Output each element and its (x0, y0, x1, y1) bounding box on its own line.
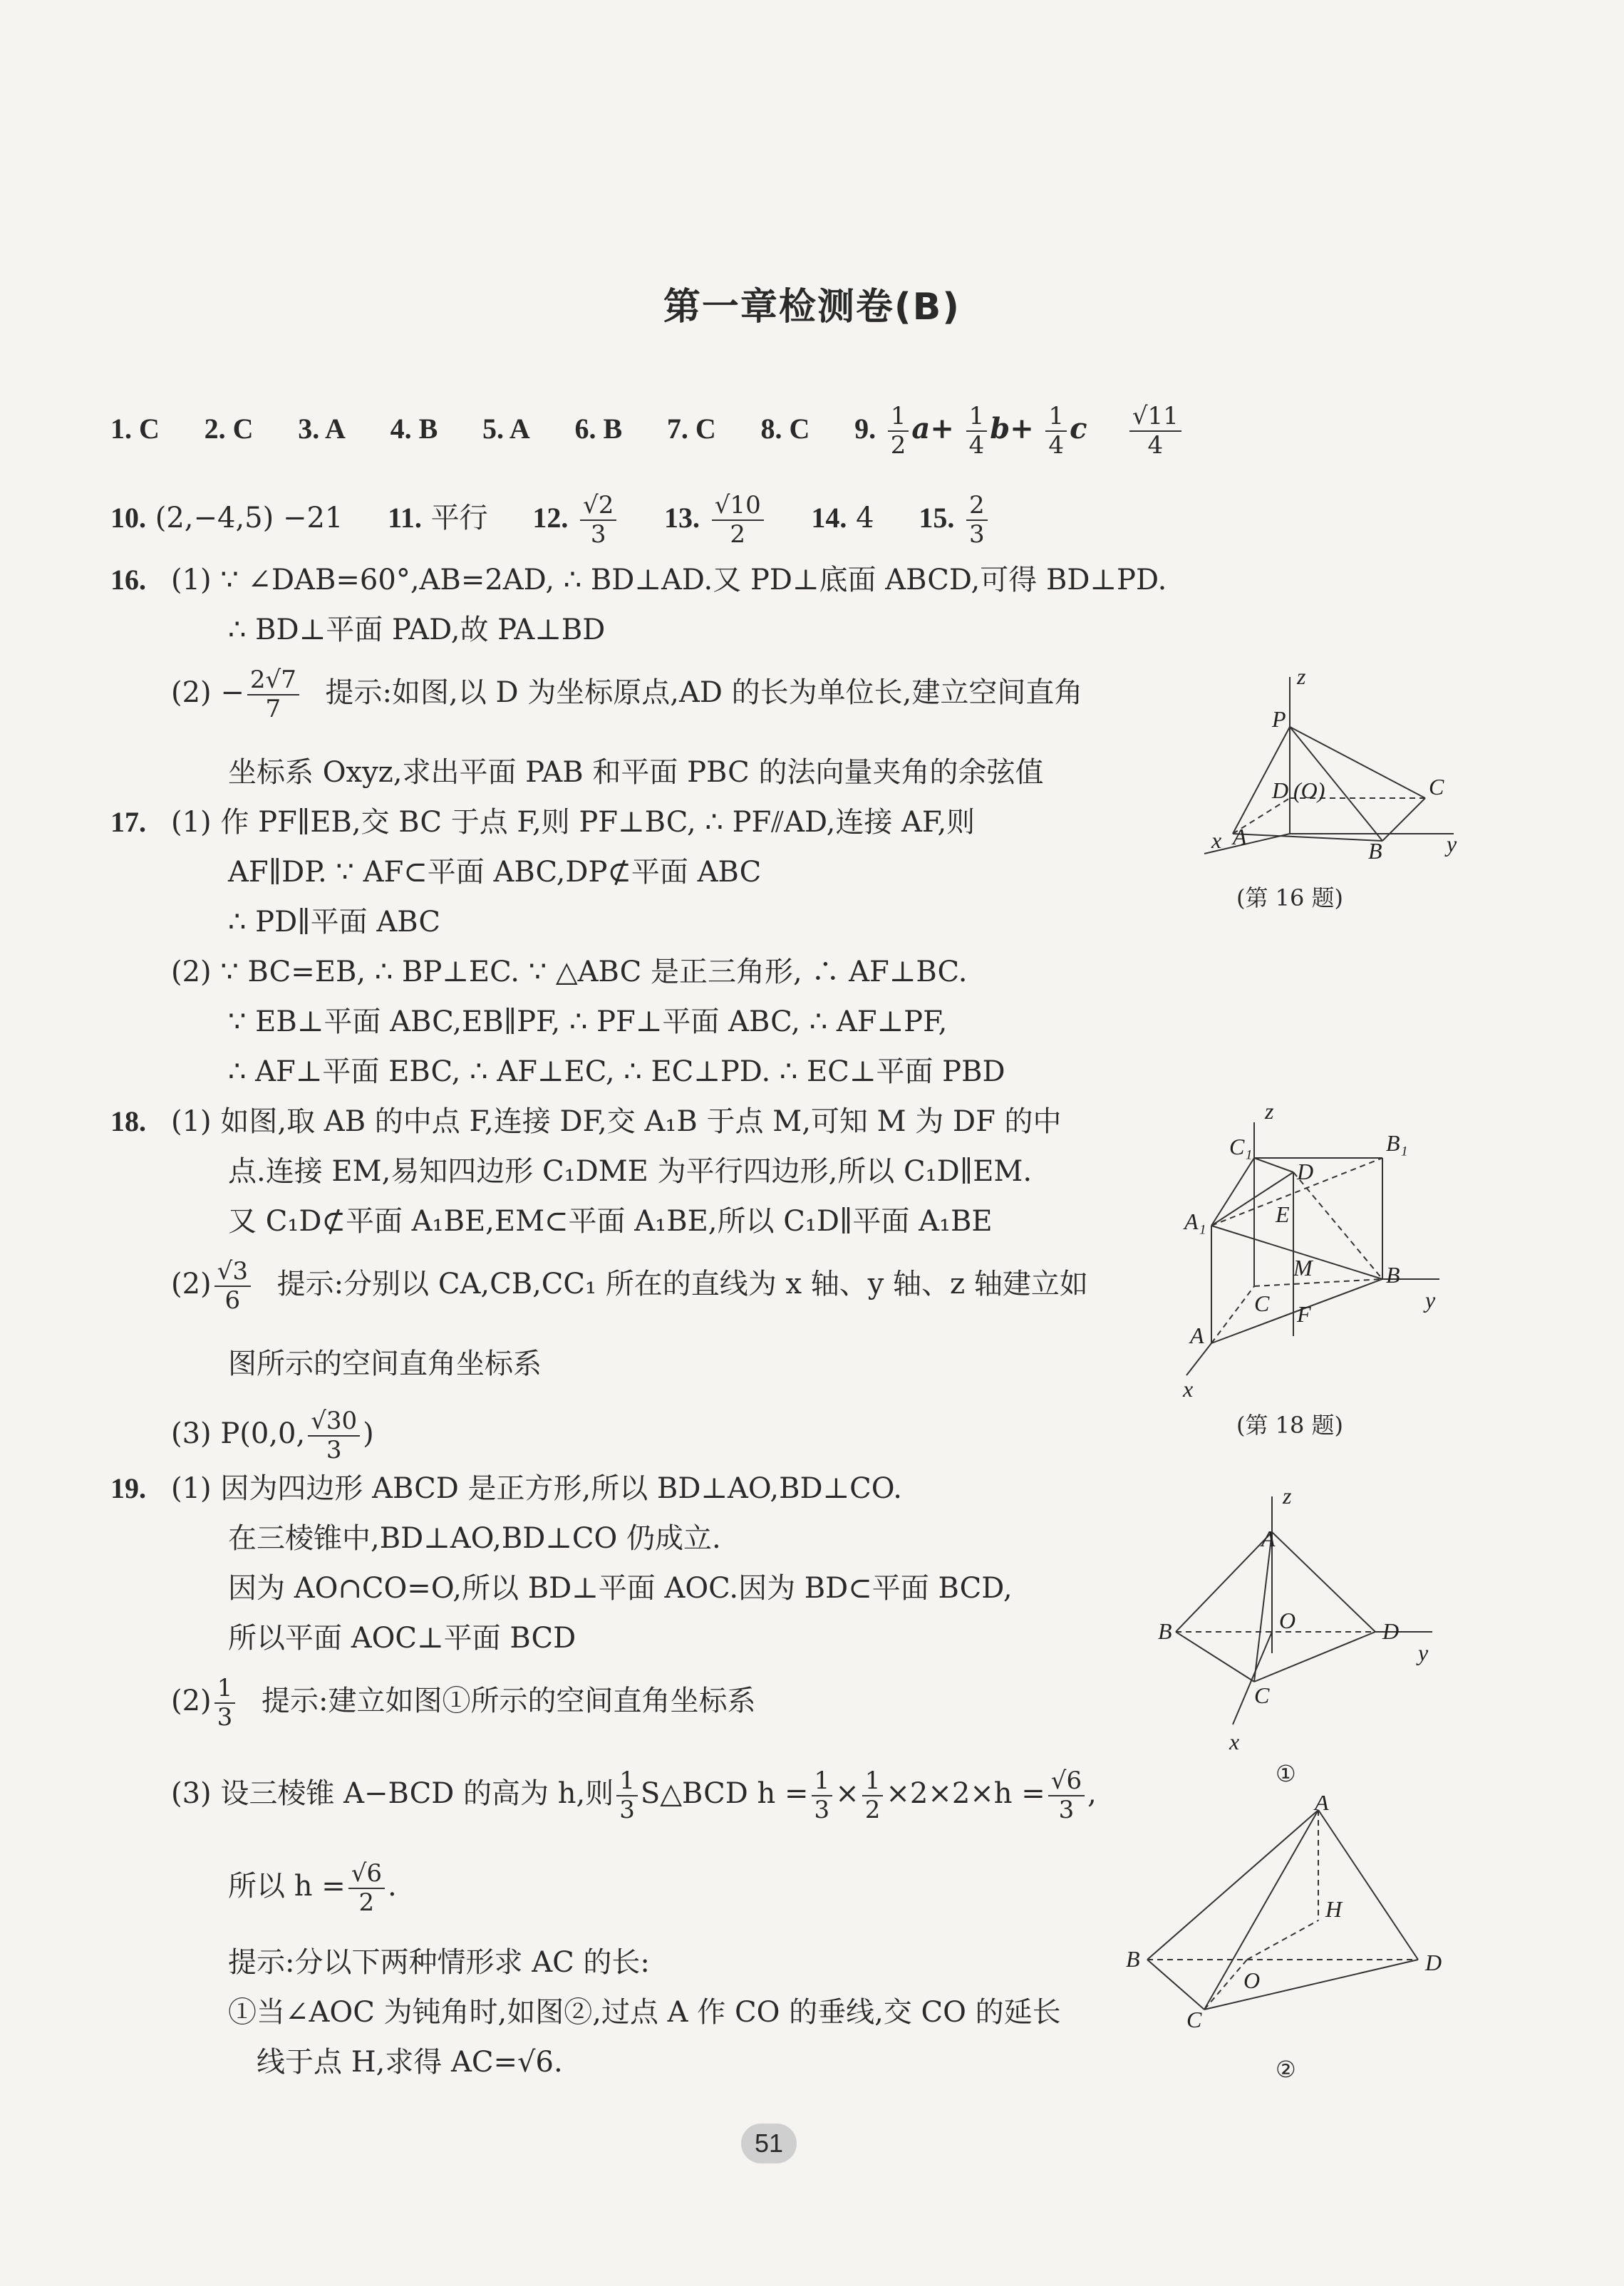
svg-text:H: H (1325, 1896, 1343, 1922)
q17-line-4: (2) ∵ BC=EB, ∴ BP⊥EC. ∵ △ABC 是正三角形, ∴ AF⊥BC. (171, 956, 968, 988)
svg-text:C₁: C₁ (1229, 1134, 1253, 1159)
svg-text:D: D (1272, 777, 1289, 803)
svg-text:C: C (1254, 1291, 1270, 1316)
answer-9-label: 9. (854, 413, 876, 445)
figure-18-caption: (第 18 题) (1236, 1412, 1344, 1439)
svg-text:B: B (1386, 1262, 1400, 1288)
svg-text:z: z (1265, 1101, 1274, 1124)
svg-text:A: A (1315, 1796, 1329, 1815)
q17-line-6: ∴ AF⊥平面 EBC, ∴ AF⊥EC, ∴ EC⊥PD. ∴ EC⊥平面 PBD (228, 1055, 1005, 1088)
answers-row-2 (110, 492, 991, 549)
figure-16-caption: (第 16 题) (1236, 884, 1344, 911)
svg-text:D: D (1297, 1159, 1314, 1184)
q19-line-3: 因为 AO∩CO=O,所以 BD⊥平面 AOC.因为 BD⊂平面 BCD, (228, 1572, 1013, 1605)
page-title: 第一章检测卷(B) (663, 286, 961, 329)
svg-text:y: y (1447, 831, 1457, 857)
answer-10-label: 10. (110, 502, 146, 534)
svg-text:M: M (1293, 1255, 1313, 1281)
svg-text:D: D (1425, 1950, 1442, 1975)
q17-line-3: ∴ PD∥平面 ABC (228, 906, 440, 938)
svg-text:A₁: A₁ (1184, 1209, 1206, 1234)
answer-15-label: 15. (919, 502, 955, 534)
svg-text:B: B (1158, 1618, 1172, 1644)
q9-answer: $\frac{√11}{4}$ (1129, 403, 1181, 460)
q19-number: 19. (110, 1472, 146, 1504)
figure-16 (1183, 670, 1468, 862)
q18-line-3: 又 C₁D⊄平面 A₁BE,EM⊂平面 A₁BE,所以 C₁D∥平面 A₁BE (228, 1205, 993, 1238)
page-number: 51 (741, 2124, 797, 2163)
answer-10: (2,−4,5) −21 (155, 502, 343, 535)
svg-text:O: O (1279, 1608, 1296, 1633)
answer-12: $\frac{√2}{3}$ (580, 492, 616, 549)
answer-1: 1. C (110, 413, 160, 445)
figure-19-2-label: ② (1276, 2056, 1296, 2083)
q17-line-2: AF∥DP. ∵ AF⊂平面 ABC,DP⊄平面 ABC (228, 856, 762, 889)
answer-13-label: 13. (664, 502, 700, 534)
q18-part-2: (2) $\frac{√3}{6}$ 提示:分别以 CA,CB,CC₁ 所在的直线为 x 轴、y 轴、z 轴建立如 (171, 1257, 1088, 1315)
svg-text:D: D (1382, 1618, 1400, 1644)
q9-frac-c: $\frac{1}{4}$ (1045, 403, 1067, 460)
figure-18 (1169, 1101, 1454, 1400)
answer-14-label: 14. (811, 502, 847, 534)
svg-text:C: C (1186, 2007, 1202, 2031)
q19-line-7: 所以 h = $\frac{√6}{2}$ . (228, 1859, 397, 1918)
answer-15: $\frac{2}{3}$ (966, 492, 988, 549)
q17-line-5: ∵ EB⊥平面 ABC,EB∥PF, ∴ PF⊥平面 ABC, ∴ AF⊥PF, (228, 1005, 948, 1038)
figure-19-1-label: ① (1276, 1760, 1296, 1787)
q16-number: 16. (110, 564, 146, 596)
svg-text:A: A (1190, 1323, 1204, 1348)
q18-line-5: 图所示的空间直角坐标系 (228, 1348, 542, 1380)
answer-8: 8. C (760, 413, 810, 445)
svg-text:C: C (1254, 1682, 1270, 1708)
svg-text:B₁: B₁ (1386, 1130, 1408, 1156)
svg-text:z: z (1297, 670, 1306, 689)
q19-line-2: 在三棱锥中,BD⊥AO,BD⊥CO 仍成立. (228, 1522, 721, 1555)
q19-line-1: (1) 因为四边形 ABCD 是正方形,所以 BD⊥AO,BD⊥CO. (171, 1472, 902, 1505)
answers-row-1: 1. C 2. C 3. A 4. B 5. A 6. B 7. C 8. C 9. $\frac{1}{2}$ a+ $\frac{1}{4}$ b+ $\frac{1}{4}$ c $\frac{√11}{4}$ (110, 403, 1184, 460)
svg-text:O: O (1243, 1967, 1261, 1993)
svg-text:x: x (1183, 1376, 1194, 1400)
svg-text:A: A (1261, 1526, 1276, 1551)
q19-part-3: (3) 设三棱锥 A−BCD 的高为 h,则 $\frac{1}{3}$ S△BCD h = $\frac{1}{3}$ × $\frac{1}{2}$ ×2×2×h = $\frac{√6}{3}$ , (171, 1767, 1097, 1825)
q19-part-2: (2) $\frac{1}{3}$ 提示:建立如图①所示的空间直角坐标系 (171, 1674, 756, 1732)
q19-line-10: 线于点 H,求得 AC=√6. (257, 2046, 563, 2079)
answer-4: 4. B (390, 413, 438, 445)
q17-number: 17. (110, 806, 146, 838)
q9-frac-b: $\frac{1}{4}$ (966, 403, 988, 460)
q16-line-2: ∴ BD⊥平面 PAD,故 PA⊥BD (228, 614, 606, 646)
q18-number: 18. (110, 1105, 146, 1137)
svg-text:y: y (1425, 1287, 1436, 1313)
svg-text:(O): (O) (1293, 777, 1325, 803)
answer-3: 3. A (298, 413, 346, 445)
answer-11: 平行 (430, 502, 488, 535)
q19-line-8: 提示:分以下两种情形求 AC 的长: (228, 1946, 650, 1979)
svg-text:B: B (1126, 1946, 1140, 1972)
svg-text:C: C (1429, 774, 1444, 800)
figure-19-1 (1147, 1489, 1447, 1760)
answer-2: 2. C (204, 413, 254, 445)
answer-7: 7. C (666, 413, 716, 445)
answer-6: 6. B (574, 413, 623, 445)
q17-line-1: (1) 作 PF∥EB,交 BC 于点 F,则 PF⊥BC, ∴ PF⫽AD,连接 AF,则 (171, 806, 976, 839)
svg-text:P: P (1272, 706, 1286, 732)
svg-text:x: x (1211, 827, 1222, 853)
q16-part-2: (2) − $\frac{2√7}{7}$ 提示:如图,以 D 为坐标原点,AD 的长为单位长,建立空间直角 (171, 666, 1083, 724)
answer-13: $\frac{√10}{2}$ (712, 492, 764, 549)
q18-line-1: (1) 如图,取 AB 的中点 F,连接 DF,交 A₁B 于点 M,可知 M 为 DF 的中 (171, 1105, 1062, 1138)
svg-text:A: A (1233, 824, 1247, 849)
svg-text:E: E (1276, 1201, 1290, 1227)
q9-frac-a: $\frac{1}{2}$ (888, 403, 909, 460)
q16-line-1: (1) ∵ ∠DAB=60°,AB=2AD, ∴ BD⊥AD.又 PD⊥底面 ABCD,可得 BD⊥PD. (171, 564, 1167, 596)
svg-text:y: y (1418, 1640, 1429, 1665)
svg-text:z: z (1283, 1489, 1292, 1509)
figure-19-2 (1119, 1796, 1454, 2031)
svg-text:B: B (1368, 838, 1382, 862)
q18-line-2: 点.连接 EM,易知四边形 C₁DME 为平行四边形,所以 C₁D∥EM. (228, 1155, 1033, 1188)
q18-part-3: (3) P(0,0, $\frac{√30}{3}$ ) (171, 1407, 374, 1465)
answer-11-label: 11. (388, 502, 422, 534)
svg-text:x: x (1229, 1729, 1240, 1754)
svg-text:F: F (1297, 1301, 1311, 1327)
q16-line-4: 坐标系 Oxyz,求出平面 PAB 和平面 PBC 的法向量夹角的余弦值 (228, 756, 1044, 789)
answer-14: 4 (856, 502, 874, 535)
q19-line-9: ①当∠AOC 为钝角时,如图②,过点 A 作 CO 的垂线,交 CO 的延长 (228, 1996, 1061, 2029)
answer-12-label: 12. (532, 502, 569, 534)
q19-line-4: 所以平面 AOC⊥平面 BCD (228, 1622, 576, 1655)
answer-5: 5. A (482, 413, 530, 445)
